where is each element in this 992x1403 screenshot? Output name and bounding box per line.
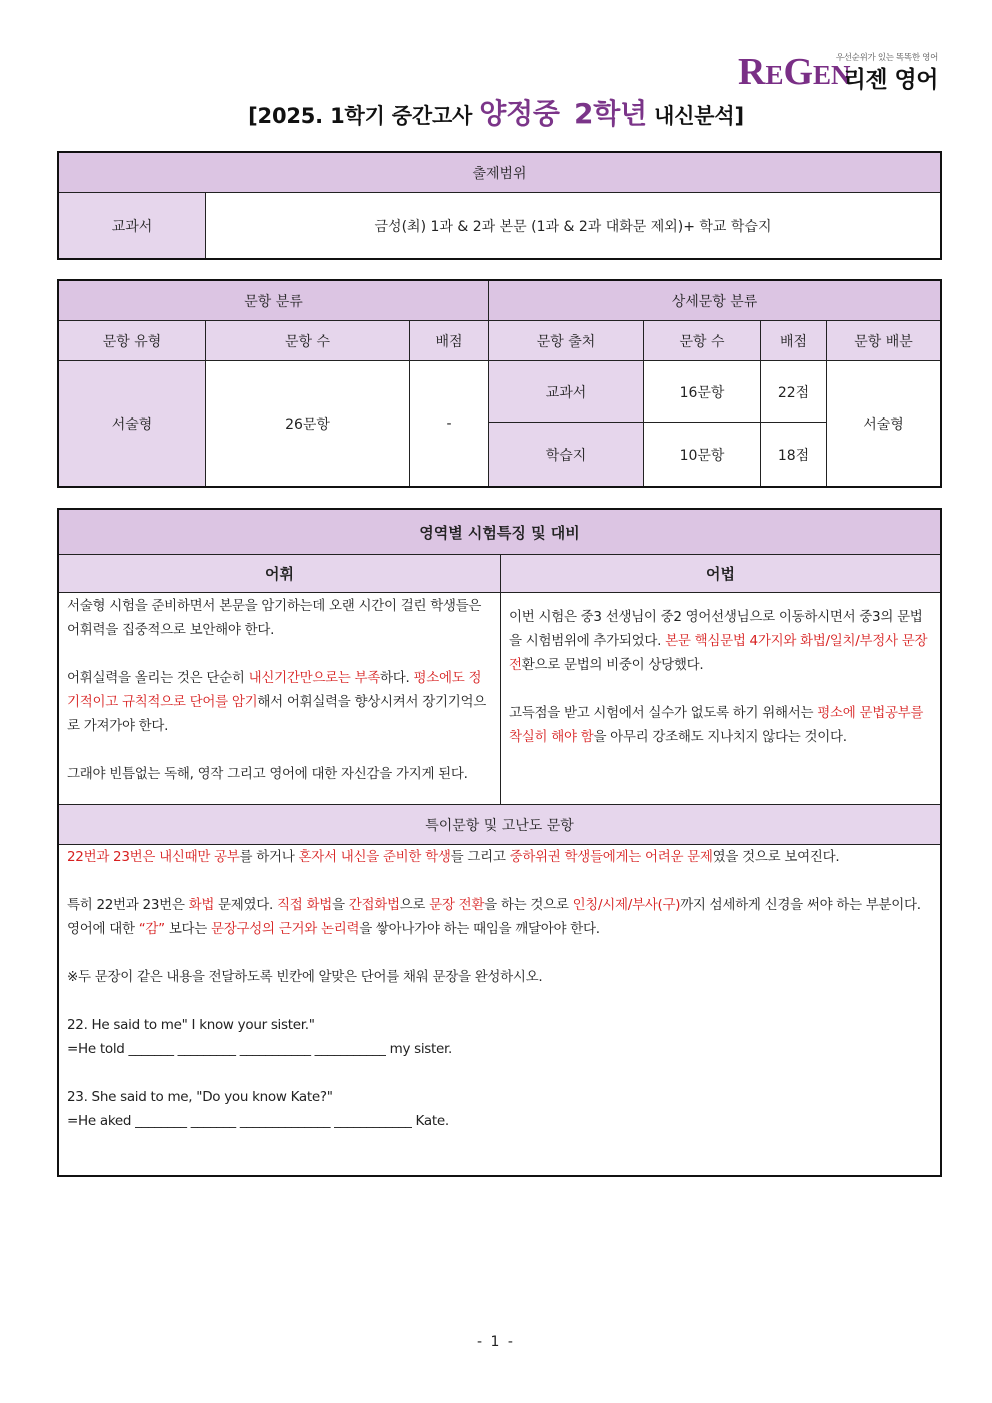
highlight-text: 화법 [188,897,215,913]
body-text: 으로 [399,897,430,913]
body-text: 을 [331,897,349,913]
question-type: 서술형 [59,361,206,487]
scope-header: 출제범위 [59,153,941,193]
answer-23: =He aked ________ _______ ______________ ____________ Kate. [67,1113,449,1129]
highlight-text: 문장 전환 [429,897,485,913]
special-paragraph-1 [67,845,932,869]
body-text: 보다는 [164,921,212,937]
question-score: - [410,361,489,487]
col-count-header: 문항 수 [206,321,410,361]
school-name: 양정중 [479,97,560,130]
grammar-paragraph-2: 고득점을 받고 시험에서 실수가 없도록 하기 위해서는 평소에 문법공부를 착실히 해야 함을 아무리 강조해도 지나치지 않다는 것이다. [509,705,924,745]
analysis-table [58,509,941,1176]
grammar-analysis [501,593,941,805]
source-textbook: 교과서 [489,361,644,423]
grammar-paragraph-1: 이번 시험은 중3 선생님이 중2 영어선생님으로 이동하시면서 중3의 문법을 시험범위에 추가되었다. 본문 핵심문법 4가지와 화법/일치/부정사 문장전환으로 문법의 비중이 상당했다. [509,609,928,673]
source-textbook-count: 16문항 [644,361,761,423]
logo-brand-kr: 리젠 영어 [843,67,938,93]
highlight-text: 인칭/시제/부사(구) [572,897,681,913]
scope-label: 교과서 [59,193,206,259]
vocab-analysis [59,593,501,805]
col-score-header: 배점 [410,321,489,361]
grade: 2학년 [574,97,647,130]
body-text: 들 그리고 [450,849,510,865]
body-text: 였을 것으로 보여진다. [712,849,840,865]
logo-tagline: 우선순위가 있는 똑똑한 영어 [835,53,938,63]
highlight-text: 중하위권 학생들에게는 어려운 문제 [509,849,713,865]
vocab-paragraph-1: 서술형 시험을 준비하면서 본문을 암기하는데 오랜 시간이 걸린 학생들은 어휘력을 집중적으로 보안해야 한다. [67,598,482,638]
question-count: 26문항 [206,361,410,487]
analysis-header: 영역별 시험특징 및 대비 [59,510,941,555]
detail-classification-header: 상세문항 분류 [489,281,941,321]
special-paragraph-2 [67,893,932,941]
col-source-header: 문항 출처 [489,321,644,361]
grammar-header: 어법 [501,555,941,593]
body-text: 을 쌓아나가야 하는 때임을 깨달아야 한다. [359,921,600,937]
body-text: 특히 22번과 23번은 [67,897,189,913]
page-title: [2025. 1학기 중간고사 양정중 2학년 내신분석] [248,97,744,130]
classification-table [58,280,941,487]
question-22: 22. He said to me" I know your sister." [67,1017,315,1033]
special-content [59,845,941,1176]
col-count2-header: 문항 수 [644,321,761,361]
question-distribution: 서술형 [827,361,941,487]
scope-table [58,152,941,259]
classification-header: 문항 분류 [59,281,489,321]
body-text: 까지 섬세하게 신경을 써야 하는 부분이다. 영어에 대한 [67,897,921,937]
col-type-header: 문항 유형 [59,321,206,361]
answer-22: =He told _______ _________ ___________ ___________ my sister. [67,1041,453,1057]
question-23: 23. She said to me, "Do you know Kate?" [67,1089,333,1105]
source-worksheet-score: 18점 [761,423,827,487]
col-dist-header: 문항 배분 [827,321,941,361]
col-score2-header: 배점 [761,321,827,361]
highlight-text: 간접화법 [348,897,400,913]
special-header: 특이문항 및 고난도 문항 [59,805,941,845]
vocab-paragraph-2: 어휘실력을 올리는 것은 단순히 내신기간만으로는 부족하다. 평소에도 정기적이고 규칙적으로 단어를 암기해서 어휘실력을 향상시켜서 장기기억으로 가져가야 한다. [67,670,486,734]
highlight-text: 직접 화법 [277,897,332,913]
body-text: 를 하거나 [239,849,299,865]
page-number: - 1 - [477,1334,515,1350]
source-worksheet-count: 10문항 [644,423,761,487]
vocab-paragraph-3: 그래야 빈틈없는 독해, 영작 그리고 영어에 대한 자신감을 가지게 된다. [67,766,468,782]
logo-brand-en: REGEN [738,51,851,93]
brand-logo [738,48,942,93]
vocab-header: 어휘 [59,555,501,593]
highlight-text: 혼자서 내신을 준비한 학생 [298,849,451,865]
body-text: 문제였다. [214,897,278,913]
highlight-text: “감” [138,921,165,937]
source-textbook-score: 22점 [761,361,827,423]
body-text: 을 하는 것으로 [484,897,573,913]
instruction-text: ※두 문장이 같은 내용을 전달하도록 빈칸에 알맞은 단어를 채워 문장을 완성하시오. [67,969,543,985]
scope-value: 금성(최) 1과 & 2과 본문 (1과 & 2과 대화문 제외)+ 학교 학습지 [206,193,941,259]
highlight-text: 문장구성의 근거와 논리력 [211,921,360,937]
source-worksheet: 학습지 [489,423,644,487]
highlight-text: 22번과 23번은 내신때만 공부 [67,849,240,865]
